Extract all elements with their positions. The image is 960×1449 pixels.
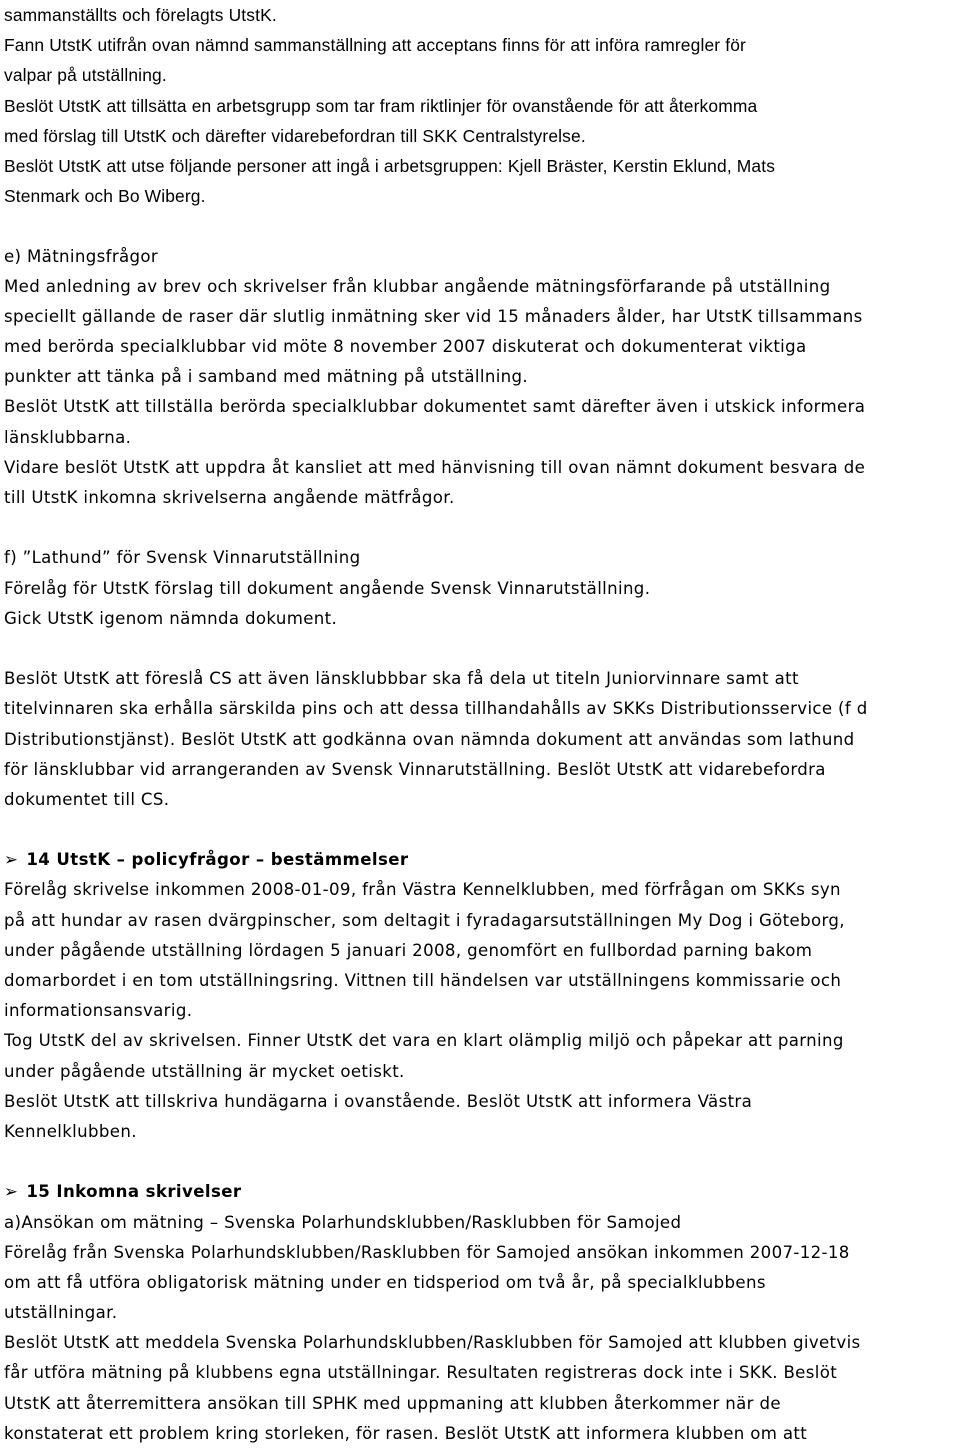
text-line: Beslöt UtstK att föreslå CS att även länsklubbbar ska få dela ut titeln Juniorvinnare samt att — [4, 669, 799, 689]
text-line: dokumentet till CS. — [4, 789, 170, 809]
arrow-bullet-icon: ➢ — [4, 1182, 19, 1202]
text-line: om att få utföra obligatorisk mätning under en tidsperiod om två år, på specialklubbens — [4, 1272, 766, 1292]
text-line: Med anledning av brev och skrivelser från klubbar angående mätningsförfarande på utställning — [4, 276, 831, 296]
text-line: utställningar. — [4, 1303, 118, 1323]
text-line: a)Ansökan om mätning – Svenska Polarhundsklubben/Rasklubben för Samojed — [4, 1212, 682, 1232]
section-heading-text: 14 UtstK – policyfrågor – bestämmelser — [26, 850, 409, 870]
blank-line — [4, 1147, 958, 1177]
text-line: valpar på utställning. — [4, 65, 167, 86]
section-heading-15 — [4, 1177, 958, 1207]
text-line: under pågående utställning lördagen 5 januari 2008, genomfört en fullbordad parning bakom — [4, 940, 813, 960]
text-line: konstaterat ett problem kring storleken, för rasen. Beslöt UtstK att informera klubben om att — [4, 1423, 808, 1443]
text-line: Gick UtstK igenom nämnda dokument. — [4, 608, 338, 628]
text-line: Beslöt UtstK att tillsätta en arbetsgrupp som tar fram riktlinjer för ovanstående för att återkomma — [4, 95, 758, 116]
arrow-bullet-icon: ➢ — [4, 850, 19, 870]
text-line: Distributionstjänst). Beslöt UtstK att godkänna ovan nämnda dokument att användas som lathund — [4, 729, 855, 749]
text-line: sammanställts och förelagts UtstK. — [4, 5, 277, 25]
text-line: domarbordet i en tom utställningsring. Vittnen till händelsen var utställningens kommissarie och — [4, 971, 842, 990]
text-line: Beslöt UtstK att utse följande personer att ingå i arbetsgruppen: Kjell Bräster, Kerstin Eklund, Mats — [4, 155, 776, 176]
text-line: Vidare beslöt UtstK att uppdra åt kansliet att med hänvisning till ovan nämnt dokument besvara de — [4, 457, 866, 477]
text-line: Beslöt UtstK att meddela Svenska Polarhundsklubben/Rasklubben för Samojed att klubben givetvis — [4, 1333, 861, 1353]
text-line: Fann UtstK utifrån ovan nämnd sammanställning att acceptans finns för att införa ramregler för — [4, 35, 746, 56]
text-line: Förelåg från Svenska Polarhundsklubben/Rasklubben för Samojed ansökan inkommen 2007-12-18 — [4, 1242, 850, 1262]
blank-line — [4, 513, 958, 543]
document-page — [4, 0, 958, 1449]
text-line: länsklubbarna. — [4, 427, 132, 447]
text-line: Förelåg skrivelse inkommen 2008-01-09, från Västra Kennelklubben, med förfrågan om SKKs syn — [4, 880, 841, 900]
blank-line — [4, 634, 958, 664]
text-line: Kennelklubben. — [4, 1121, 137, 1141]
section-title-lathund: f) ”Lathund” för Svensk Vinnarutställning — [4, 548, 361, 568]
section-heading-14 — [4, 845, 958, 875]
text-line: för länsklubbar vid arrangeranden av Svensk Vinnarutställning. Beslöt UtstK att vidarebefordra — [4, 759, 826, 779]
text-line: Stenmark och Bo Wiberg. — [4, 186, 206, 207]
blank-line — [4, 211, 958, 241]
text-line: till UtstK inkomna skrivelserna angående mätfrågor. — [4, 488, 455, 507]
text-line: Beslöt UtstK att tillställa berörda specialklubbar dokumentet samt därefter även i utskick informera — [4, 397, 866, 417]
text-line: med förslag till UtstK och därefter vidarebefordran till SKK Centralstyrelse. — [4, 125, 586, 146]
text-line: på att hundar av rasen dvärgpinscher, som deltagit i fyradagarsutställningen My Dog i Göteborg, — [4, 910, 845, 930]
text-line: UtstK att återremittera ansökan till SPHK med uppmaning att klubben återkommer när de — [4, 1393, 781, 1413]
blank-line — [4, 815, 958, 845]
text-line: punkter att tänka på i samband med mätning på utställning. — [4, 367, 529, 387]
text-line: med berörda specialklubbar vid möte 8 november 2007 diskuterat och dokumenterat viktiga — [4, 337, 807, 357]
text-line: Tog UtstK del av skrivelsen. Finner UtstK det vara en klart olämplig miljö och påpekar att parning — [4, 1031, 844, 1051]
section-heading-text: 15 Inkomna skrivelser — [26, 1182, 242, 1202]
text-line: informationsansvarig. — [4, 1001, 193, 1021]
text-line: Förelåg för UtstK förslag till dokument angående Svensk Vinnarutställning. — [4, 578, 651, 598]
text-line: speciellt gällande de raser där slutlig inmätning sker vid 15 månaders ålder, har UtstK tillsammans — [4, 306, 863, 326]
section-title-matningsfragor: e) Mätningsfrågor — [4, 246, 159, 266]
text-line: titelvinnaren ska erhålla särskilda pins och att dessa tillhandahålls av SKKs Distributionsservice (f d — [4, 699, 868, 719]
text-line: får utföra mätning på klubbens egna utställningar. Resultaten registreras dock inte i SKK. Beslöt — [4, 1363, 838, 1383]
text-line: Beslöt UtstK att tillskriva hundägarna i ovanstående. Beslöt UtstK att informera Västra — [4, 1091, 753, 1111]
text-line: under pågående utställning är mycket oetiskt. — [4, 1061, 405, 1081]
